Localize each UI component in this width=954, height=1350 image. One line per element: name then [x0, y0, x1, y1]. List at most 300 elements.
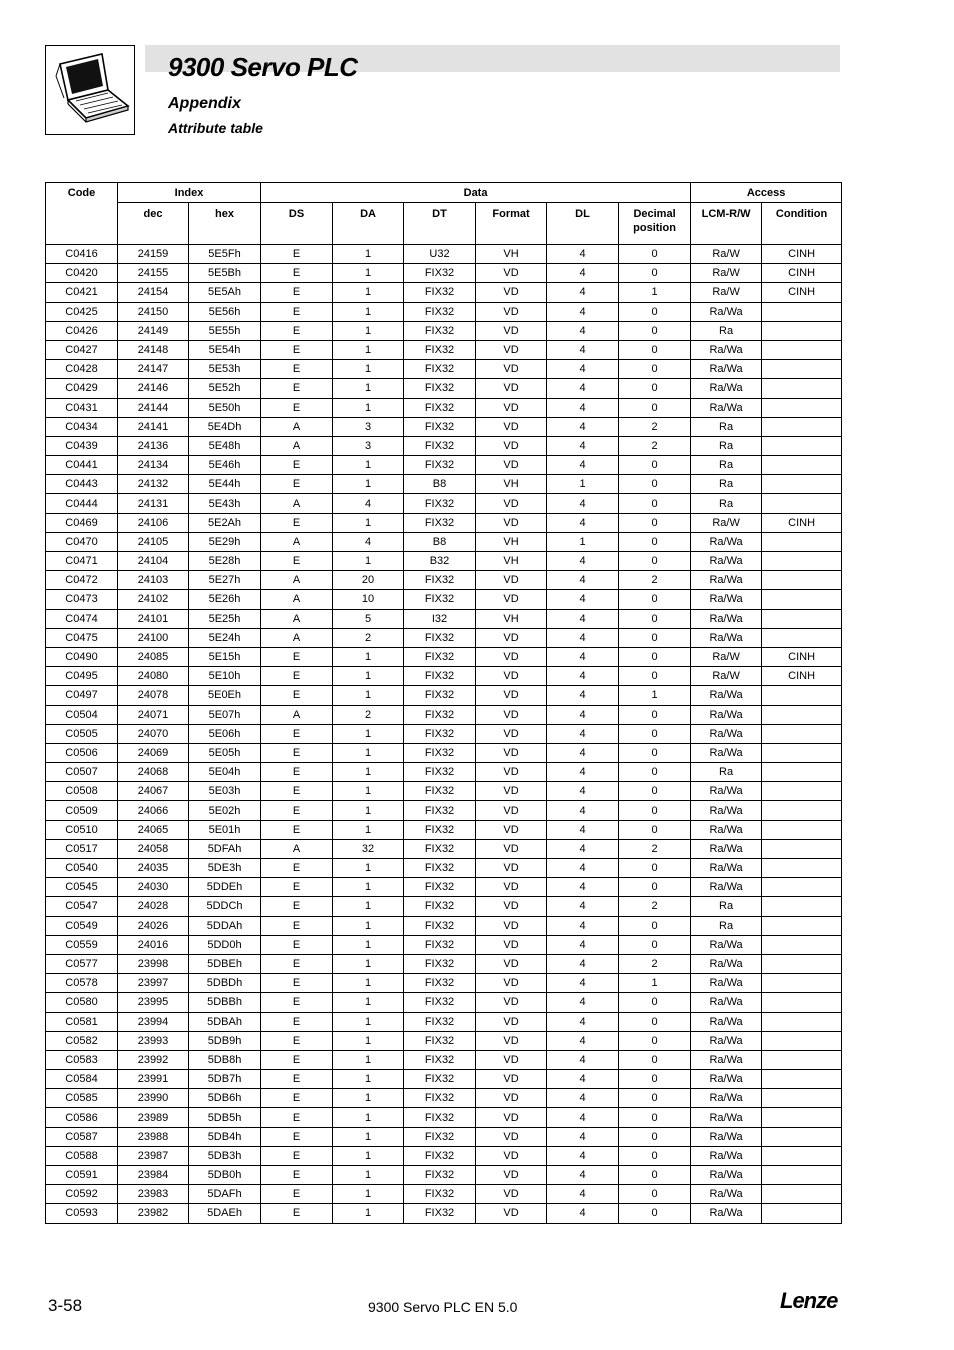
cell-dl: 4 — [547, 302, 619, 321]
cell-decimal-position: 0 — [619, 1089, 691, 1108]
cell-dec: 24106 — [118, 513, 189, 532]
cell-format: VD — [476, 935, 547, 954]
table-row — [46, 801, 842, 820]
cell-dt: FIX32 — [404, 436, 476, 455]
cell-format: VD — [476, 1108, 547, 1127]
cell-format: VD — [476, 801, 547, 820]
cell-lcm-rw: Ra/Wa — [691, 1012, 762, 1031]
cell-decimal-position: 0 — [619, 340, 691, 359]
cell-condition — [762, 1166, 842, 1185]
table-row — [46, 379, 842, 398]
cell-dt: FIX32 — [404, 763, 476, 782]
cell-dec: 23983 — [118, 1185, 189, 1204]
cell-dl: 4 — [547, 839, 619, 858]
cell-dec: 23993 — [118, 1031, 189, 1050]
cell-dl: 4 — [547, 494, 619, 513]
cell-ds: E — [261, 283, 333, 302]
document-id: 9300 Servo PLC EN 5.0 — [368, 1299, 518, 1315]
cell-decimal-position: 0 — [619, 859, 691, 878]
cell-format: VD — [476, 916, 547, 935]
cell-dl: 4 — [547, 859, 619, 878]
cell-dl: 4 — [547, 763, 619, 782]
cell-dt: FIX32 — [404, 1185, 476, 1204]
cell-condition — [762, 321, 842, 340]
cell-lcm-rw: Ra/Wa — [691, 1031, 762, 1050]
cell-dec: 24148 — [118, 340, 189, 359]
cell-ds: A — [261, 839, 333, 858]
cell-dt: FIX32 — [404, 859, 476, 878]
cell-ds: E — [261, 859, 333, 878]
table-row — [46, 590, 842, 609]
cell-ds: E — [261, 1012, 333, 1031]
cell-format: VD — [476, 264, 547, 283]
cell-dec: 24067 — [118, 782, 189, 801]
cell-da: 1 — [333, 1070, 404, 1089]
cell-da: 1 — [333, 801, 404, 820]
table-row — [46, 302, 842, 321]
cell-hex: 5DB8h — [189, 1050, 261, 1069]
cell-format: VD — [476, 513, 547, 532]
cell-dec: 23995 — [118, 993, 189, 1012]
cell-decimal-position: 0 — [619, 379, 691, 398]
cell-dec: 24146 — [118, 379, 189, 398]
cell-lcm-rw: Ra/Wa — [691, 839, 762, 858]
cell-da: 1 — [333, 974, 404, 993]
cell-dt: FIX32 — [404, 724, 476, 743]
cell-code: C0469 — [46, 513, 118, 532]
cell-code: C0580 — [46, 993, 118, 1012]
cell-condition — [762, 1012, 842, 1031]
cell-dl: 4 — [547, 1185, 619, 1204]
cell-format: VD — [476, 859, 547, 878]
cell-ds: E — [261, 647, 333, 666]
cell-dt: FIX32 — [404, 1012, 476, 1031]
cell-code: C0474 — [46, 609, 118, 628]
cell-decimal-position: 0 — [619, 264, 691, 283]
cell-dec: 23988 — [118, 1127, 189, 1146]
header-ds: DS — [261, 203, 333, 245]
cell-lcm-rw: Ra/Wa — [691, 1166, 762, 1185]
cell-dt: FIX32 — [404, 878, 476, 897]
cell-dl: 4 — [547, 1089, 619, 1108]
cell-condition — [762, 302, 842, 321]
cell-dec: 24026 — [118, 916, 189, 935]
cell-code: C0506 — [46, 743, 118, 762]
cell-code: C0490 — [46, 647, 118, 666]
header-dl: DL — [547, 203, 619, 245]
table-row — [46, 340, 842, 359]
cell-da: 1 — [333, 1050, 404, 1069]
cell-hex: 5DFAh — [189, 839, 261, 858]
cell-hex: 5DD0h — [189, 935, 261, 954]
cell-dec: 24134 — [118, 456, 189, 475]
cell-dl: 4 — [547, 705, 619, 724]
brand-logo: Lenze — [780, 1288, 838, 1313]
cell-format: VD — [476, 340, 547, 359]
cell-da: 1 — [333, 935, 404, 954]
cell-format: VD — [476, 743, 547, 762]
cell-decimal-position: 0 — [619, 935, 691, 954]
table-row — [46, 321, 842, 340]
cell-da: 20 — [333, 571, 404, 590]
cell-da: 1 — [333, 379, 404, 398]
cell-format: VD — [476, 954, 547, 973]
table-row — [46, 1146, 842, 1165]
cell-format: VD — [476, 1166, 547, 1185]
cell-ds: E — [261, 360, 333, 379]
table-row — [46, 1127, 842, 1146]
cell-decimal-position: 2 — [619, 839, 691, 858]
cell-condition — [762, 782, 842, 801]
cell-da: 1 — [333, 859, 404, 878]
cell-da: 4 — [333, 494, 404, 513]
table-row — [46, 609, 842, 628]
cell-condition — [762, 398, 842, 417]
cell-lcm-rw: Ra/W — [691, 667, 762, 686]
cell-lcm-rw: Ra/Wa — [691, 590, 762, 609]
cell-format: VD — [476, 321, 547, 340]
cell-dl: 4 — [547, 1166, 619, 1185]
cell-dl: 4 — [547, 935, 619, 954]
cell-decimal-position: 2 — [619, 954, 691, 973]
cell-lcm-rw: Ra/Wa — [691, 743, 762, 762]
cell-dec: 24080 — [118, 667, 189, 686]
cell-dt: FIX32 — [404, 782, 476, 801]
cell-hex: 5DB9h — [189, 1031, 261, 1050]
cell-dt: FIX32 — [404, 1070, 476, 1089]
cell-code: C0588 — [46, 1146, 118, 1165]
cell-condition — [762, 935, 842, 954]
cell-ds: E — [261, 1031, 333, 1050]
cell-da: 1 — [333, 724, 404, 743]
cell-ds: E — [261, 456, 333, 475]
cell-lcm-rw: Ra/Wa — [691, 360, 762, 379]
header-lcm-rw: LCM-R/W — [691, 203, 762, 245]
cell-lcm-rw: Ra — [691, 321, 762, 340]
cell-ds: A — [261, 417, 333, 436]
cell-lcm-rw: Ra/Wa — [691, 532, 762, 551]
page-subtitle: Appendix — [168, 95, 241, 112]
cell-condition — [762, 1031, 842, 1050]
cell-format: VD — [476, 398, 547, 417]
cell-dt: FIX32 — [404, 417, 476, 436]
cell-lcm-rw: Ra/Wa — [691, 878, 762, 897]
cell-ds: A — [261, 436, 333, 455]
cell-da: 1 — [333, 1146, 404, 1165]
cell-condition — [762, 724, 842, 743]
cell-ds: E — [261, 724, 333, 743]
cell-dec: 23994 — [118, 1012, 189, 1031]
cell-hex: 5E05h — [189, 743, 261, 762]
header-data: Data — [261, 183, 691, 203]
table-row — [46, 552, 842, 571]
cell-hex: 5E43h — [189, 494, 261, 513]
cell-lcm-rw: Ra/Wa — [691, 724, 762, 743]
cell-dl: 1 — [547, 532, 619, 551]
cell-hex: 5E2Ah — [189, 513, 261, 532]
cell-dt: FIX32 — [404, 974, 476, 993]
table-row — [46, 494, 842, 513]
cell-lcm-rw: Ra/Wa — [691, 1204, 762, 1223]
table-row — [46, 360, 842, 379]
header-format: Format — [476, 203, 547, 245]
cell-da: 1 — [333, 456, 404, 475]
table-row — [46, 859, 842, 878]
cell-code: C0582 — [46, 1031, 118, 1050]
cell-decimal-position: 0 — [619, 590, 691, 609]
cell-dec: 24144 — [118, 398, 189, 417]
cell-dec: 24150 — [118, 302, 189, 321]
cell-ds: A — [261, 628, 333, 647]
cell-lcm-rw: Ra — [691, 436, 762, 455]
cell-format: VD — [476, 1050, 547, 1069]
cell-dl: 4 — [547, 1108, 619, 1127]
cell-decimal-position: 2 — [619, 417, 691, 436]
cell-dec: 24035 — [118, 859, 189, 878]
table-row — [46, 1089, 842, 1108]
cell-hex: 5DE3h — [189, 859, 261, 878]
cell-lcm-rw: Ra/Wa — [691, 1070, 762, 1089]
cell-condition — [762, 379, 842, 398]
cell-decimal-position: 0 — [619, 302, 691, 321]
header-index: Index — [118, 183, 261, 203]
cell-format: VD — [476, 436, 547, 455]
cell-dec: 24141 — [118, 417, 189, 436]
cell-da: 1 — [333, 398, 404, 417]
cell-dl: 4 — [547, 1012, 619, 1031]
cell-dec: 24102 — [118, 590, 189, 609]
cell-da: 1 — [333, 360, 404, 379]
cell-lcm-rw: Ra/Wa — [691, 935, 762, 954]
cell-dl: 4 — [547, 724, 619, 743]
cell-lcm-rw: Ra/Wa — [691, 1146, 762, 1165]
cell-decimal-position: 2 — [619, 571, 691, 590]
cell-code: C0431 — [46, 398, 118, 417]
cell-format: VD — [476, 1089, 547, 1108]
cell-hex: 5E28h — [189, 552, 261, 571]
cell-da: 1 — [333, 763, 404, 782]
cell-dt: FIX32 — [404, 667, 476, 686]
cell-dt: FIX32 — [404, 1089, 476, 1108]
cell-da: 1 — [333, 283, 404, 302]
cell-code: C0508 — [46, 782, 118, 801]
cell-condition — [762, 820, 842, 839]
cell-hex: 5E54h — [189, 340, 261, 359]
cell-decimal-position: 0 — [619, 628, 691, 647]
cell-decimal-position: 0 — [619, 1185, 691, 1204]
header-hex: hex — [189, 203, 261, 245]
cell-dec: 24103 — [118, 571, 189, 590]
cell-dt: FIX32 — [404, 897, 476, 916]
cell-code: C0549 — [46, 916, 118, 935]
cell-ds: E — [261, 1108, 333, 1127]
cell-dec: 24147 — [118, 360, 189, 379]
cell-format: VD — [476, 360, 547, 379]
cell-decimal-position: 0 — [619, 878, 691, 897]
cell-format: VD — [476, 1204, 547, 1223]
cell-dl: 4 — [547, 283, 619, 302]
cell-code: C0475 — [46, 628, 118, 647]
table-row — [46, 667, 842, 686]
cell-dl: 4 — [547, 878, 619, 897]
cell-condition — [762, 743, 842, 762]
cell-da: 32 — [333, 839, 404, 858]
cell-dt: FIX32 — [404, 916, 476, 935]
cell-condition — [762, 475, 842, 494]
cell-condition — [762, 974, 842, 993]
page-title: 9300 Servo PLC — [168, 52, 358, 82]
cell-format: VD — [476, 590, 547, 609]
cell-dt: FIX32 — [404, 839, 476, 858]
cell-da: 1 — [333, 245, 404, 264]
cell-hex: 5DB6h — [189, 1089, 261, 1108]
cell-ds: A — [261, 590, 333, 609]
cell-decimal-position: 0 — [619, 321, 691, 340]
cell-dt: FIX32 — [404, 494, 476, 513]
cell-dl: 4 — [547, 1146, 619, 1165]
cell-lcm-rw: Ra/Wa — [691, 628, 762, 647]
cell-dt: FIX32 — [404, 743, 476, 762]
cell-hex: 5DAFh — [189, 1185, 261, 1204]
cell-decimal-position: 0 — [619, 667, 691, 686]
cell-da: 1 — [333, 1012, 404, 1031]
cell-decimal-position: 0 — [619, 456, 691, 475]
cell-ds: E — [261, 513, 333, 532]
cell-code: C0586 — [46, 1108, 118, 1127]
cell-hex: 5E4Dh — [189, 417, 261, 436]
cell-dt: FIX32 — [404, 1146, 476, 1165]
cell-format: VD — [476, 686, 547, 705]
cell-hex: 5E02h — [189, 801, 261, 820]
cell-lcm-rw: Ra/Wa — [691, 398, 762, 417]
table-row — [46, 398, 842, 417]
cell-decimal-position: 0 — [619, 743, 691, 762]
cell-dec: 24136 — [118, 436, 189, 455]
cell-ds: E — [261, 302, 333, 321]
table-row — [46, 513, 842, 532]
cell-condition — [762, 590, 842, 609]
cell-dt: FIX32 — [404, 954, 476, 973]
laptop-icon — [46, 46, 134, 134]
cell-code: C0470 — [46, 532, 118, 551]
cell-hex: 5DDEh — [189, 878, 261, 897]
cell-code: C0471 — [46, 552, 118, 571]
cell-da: 1 — [333, 513, 404, 532]
cell-hex: 5E52h — [189, 379, 261, 398]
cell-dec: 24105 — [118, 532, 189, 551]
cell-ds: E — [261, 1204, 333, 1223]
cell-dl: 4 — [547, 571, 619, 590]
table-row — [46, 571, 842, 590]
cell-hex: 5E44h — [189, 475, 261, 494]
cell-dt: FIX32 — [404, 705, 476, 724]
cell-lcm-rw: Ra/Wa — [691, 1108, 762, 1127]
cell-da: 1 — [333, 475, 404, 494]
cell-ds: A — [261, 571, 333, 590]
cell-format: VH — [476, 245, 547, 264]
cell-dl: 4 — [547, 436, 619, 455]
cell-condition — [762, 1089, 842, 1108]
cell-dt: FIX32 — [404, 379, 476, 398]
table-row — [46, 647, 842, 666]
cell-ds: E — [261, 1185, 333, 1204]
cell-da: 4 — [333, 532, 404, 551]
cell-hex: 5E04h — [189, 763, 261, 782]
table-row — [46, 763, 842, 782]
cell-code: C0592 — [46, 1185, 118, 1204]
cell-decimal-position: 0 — [619, 1146, 691, 1165]
cell-condition — [762, 705, 842, 724]
cell-lcm-rw: Ra/Wa — [691, 954, 762, 973]
cell-dt: FIX32 — [404, 398, 476, 417]
cell-condition — [762, 839, 842, 858]
cell-format: VH — [476, 609, 547, 628]
table-row — [46, 436, 842, 455]
cell-hex: 5DB0h — [189, 1166, 261, 1185]
table-row — [46, 705, 842, 724]
cell-dl: 4 — [547, 974, 619, 993]
cell-da: 3 — [333, 417, 404, 436]
table-row — [46, 782, 842, 801]
table-row — [46, 1166, 842, 1185]
cell-format: VD — [476, 763, 547, 782]
cell-format: VD — [476, 782, 547, 801]
cell-ds: E — [261, 935, 333, 954]
table-row — [46, 1012, 842, 1031]
cell-code: C0434 — [46, 417, 118, 436]
cell-code: C0504 — [46, 705, 118, 724]
cell-hex: 5E56h — [189, 302, 261, 321]
cell-dec: 24149 — [118, 321, 189, 340]
cell-dl: 4 — [547, 993, 619, 1012]
cell-dt: FIX32 — [404, 1050, 476, 1069]
cell-decimal-position: 0 — [619, 1070, 691, 1089]
cell-format: VD — [476, 628, 547, 647]
cell-hex: 5DDCh — [189, 897, 261, 916]
cell-format: VD — [476, 724, 547, 743]
cell-lcm-rw: Ra — [691, 494, 762, 513]
cell-decimal-position: 0 — [619, 801, 691, 820]
cell-dt: FIX32 — [404, 628, 476, 647]
cell-hex: 5E01h — [189, 820, 261, 839]
cell-condition — [762, 456, 842, 475]
cell-da: 2 — [333, 705, 404, 724]
header-dec: dec — [118, 203, 189, 245]
cell-dl: 4 — [547, 782, 619, 801]
cell-ds: E — [261, 782, 333, 801]
cell-condition — [762, 494, 842, 513]
section-title: Attribute table — [168, 120, 263, 136]
cell-format: VD — [476, 1012, 547, 1031]
header-decimal-position: Decimal position — [619, 203, 691, 245]
cell-condition — [762, 1185, 842, 1204]
cell-dec: 24104 — [118, 552, 189, 571]
cell-decimal-position: 0 — [619, 647, 691, 666]
cell-dec: 24030 — [118, 878, 189, 897]
cell-dt: B8 — [404, 532, 476, 551]
cell-hex: 5DBBh — [189, 993, 261, 1012]
cell-condition — [762, 436, 842, 455]
table-row — [46, 878, 842, 897]
cell-dl: 4 — [547, 1127, 619, 1146]
cell-dl: 4 — [547, 954, 619, 973]
cell-lcm-rw: Ra — [691, 916, 762, 935]
cell-hex: 5E0Eh — [189, 686, 261, 705]
cell-lcm-rw: Ra/W — [691, 264, 762, 283]
cell-dec: 23997 — [118, 974, 189, 993]
cell-dt: FIX32 — [404, 571, 476, 590]
cell-da: 1 — [333, 782, 404, 801]
